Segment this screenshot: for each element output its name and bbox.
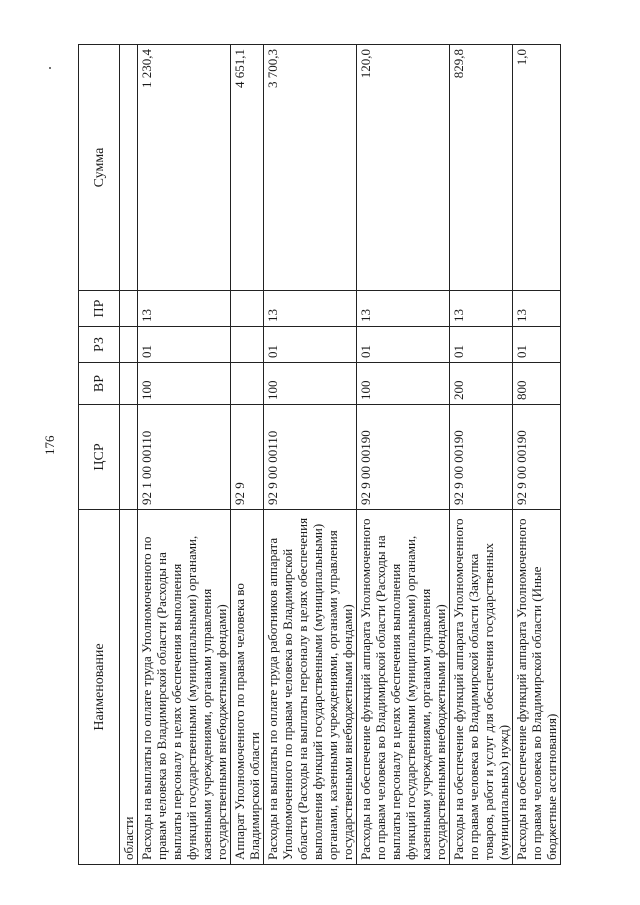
cell-name: Расходы на выплаты по оплате труда работников аппарата Уполномоченного по правам человека во Владимирской области (Расходы на выплаты персоналу в целях обеспечения выполнения функций государственными (муниципальными) органами, казенными учреждениями, органами управления государственными внебюджетными фондами) [264,510,357,865]
cell-sum [120,45,138,291]
cell-sum: 1 230,4 [138,45,231,291]
cell-vr: 100 [357,363,450,405]
cell-vr [120,363,138,405]
cell-sum: 1,0 [513,45,561,291]
budget-table [78,44,561,865]
cell-vr: 200 [450,363,513,405]
cell-rz [120,327,138,363]
cell-pr: 13 [450,291,513,327]
cell-name: Аппарат Уполномоченного по правам человека во Владимирской области [231,510,264,865]
cell-csr: 92 9 [231,405,264,510]
table-row [357,45,450,865]
cell-rz: 01 [357,327,450,363]
header-vr: ВР [79,363,120,405]
cell-csr: 92 9 00 00190 [450,405,513,510]
table-row [138,45,231,865]
header-csr: ЦСР [79,405,120,510]
cell-name: Расходы на обеспечение функций аппарата Уполномоченного по правам человека во Владимирской области (Расходы на выплаты персоналу в целях обеспечения выполнения функций государственными (муниципальными) органами, казенными учреждениями, органами управления государственными внебюджетными фондами) [357,510,450,865]
cell-sum: 829,8 [450,45,513,291]
cell-name: области [120,510,138,865]
cell-pr: 13 [513,291,561,327]
cell-sum: 4 651,1 [231,45,264,291]
cell-vr: 800 [513,363,561,405]
table-row [120,45,138,865]
cell-rz [231,327,264,363]
cell-pr: 13 [357,291,450,327]
cell-rz: 01 [513,327,561,363]
cell-csr: 92 1 00 00110 [138,405,231,510]
cell-pr [120,291,138,327]
table-row [513,45,561,865]
cell-sum: 120,0 [357,45,450,291]
cell-pr [231,291,264,327]
page-number: 176 [42,435,57,455]
cell-rz: 01 [138,327,231,363]
cell-name: Расходы на обеспечение функций аппарата Уполномоченного по правам человека во Владимирской области (Иные бюджетные ассигнования) [513,510,561,865]
cell-rz: 01 [264,327,357,363]
cell-rz: 01 [450,327,513,363]
cell-pr: 13 [264,291,357,327]
cell-name: Расходы на выплаты по оплате труда Уполномоченного по правам человека во Владимирской области (Расходы на выплаты персоналу в целях обеспечения выполнения функций государственными (муниципальными) органами, казенными учреждениями, органами управления государственными внебюджетными фондами) [138,510,231,865]
table-row [231,45,264,865]
header-rz: РЗ [79,327,120,363]
cell-vr: 100 [264,363,357,405]
cell-csr [120,405,138,510]
table-row [264,45,357,865]
cell-vr [231,363,264,405]
table-row [450,45,513,865]
cell-csr: 92 9 00 00190 [513,405,561,510]
header-name: Наименование [79,510,120,865]
header-sum: Сумма [79,45,120,291]
cell-pr: 13 [138,291,231,327]
cell-vr: 100 [138,363,231,405]
cell-csr: 92 9 00 00190 [357,405,450,510]
cell-sum: 3 700,3 [264,45,357,291]
cell-name: Расходы на обеспечение функций аппарата Уполномоченного по правам человека во Владимирской области (Закупка товаров, работ и услуг для обеспечения государственных (муниципальных) нужд) [450,510,513,865]
cell-csr: 92 9 00 00110 [264,405,357,510]
table-header-row [79,45,120,865]
header-pr: ПР [79,291,120,327]
